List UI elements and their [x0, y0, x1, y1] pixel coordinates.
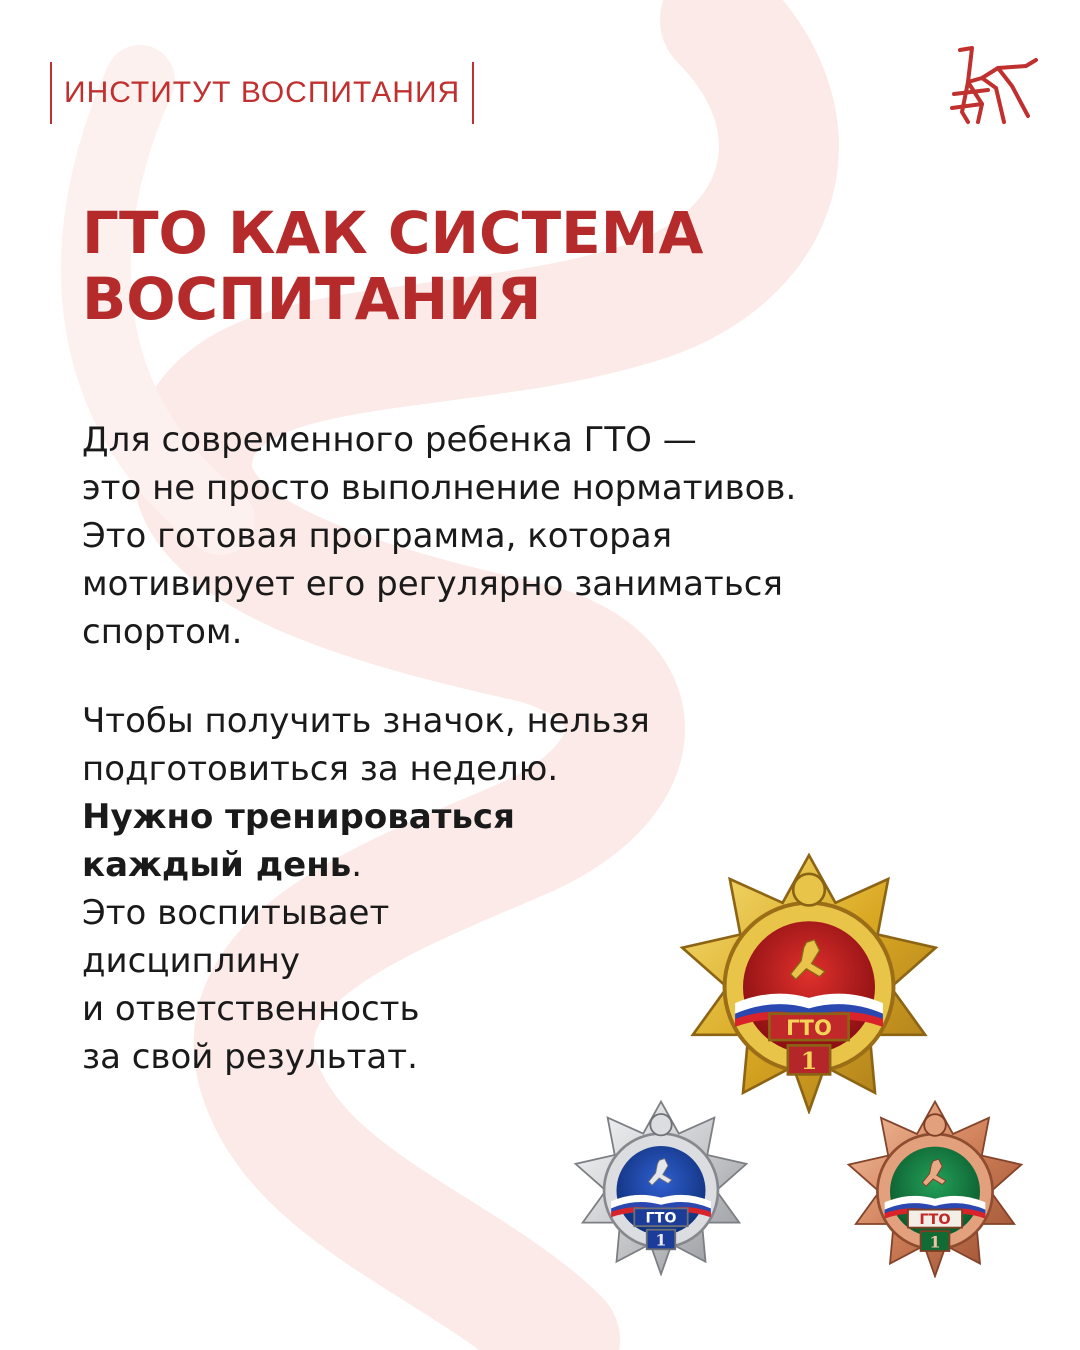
emphasis-line-with-period: [82, 841, 650, 889]
brand-label: [50, 62, 474, 124]
gto-badge-bronze: [840, 1098, 1030, 1278]
badge-label: ГТО: [919, 1212, 951, 1228]
badge-level: 1: [655, 1230, 667, 1250]
text-line: Для современного ребенка ГТО —: [82, 420, 697, 460]
gto-badge-gold: [668, 850, 950, 1114]
brand-text: ИНСТИТУТ ВОСПИТАНИЯ: [64, 76, 461, 109]
period: .: [351, 845, 363, 885]
gto-badge-silver: [568, 1098, 754, 1276]
text-line: дисциплину: [82, 941, 300, 981]
text-line: мотивирует его регулярно заниматься: [82, 564, 783, 604]
title-line-2: ВОСПИТАНИЯ: [82, 265, 542, 333]
paragraph-training: [82, 697, 650, 1081]
text-line: за свой результат.: [82, 1037, 418, 1077]
institute-logo-icon: [942, 42, 1042, 126]
badge-level: 1: [929, 1232, 941, 1252]
badge-label: ГТО: [786, 1014, 832, 1040]
text-line: Это готовая программа, которая: [82, 516, 673, 556]
text-line: подготовиться за неделю.: [82, 749, 559, 789]
text-line: и ответственность: [82, 989, 420, 1029]
paragraph-intro: [82, 416, 796, 656]
text-line: Это воспитывает: [82, 893, 390, 933]
text-line: спортом.: [82, 612, 243, 652]
emphasis-line: Нужно тренироваться: [82, 797, 515, 837]
badge-label: ГТО: [645, 1210, 677, 1227]
brand-divider-right: [472, 62, 474, 124]
text-line: Чтобы получить значок, нельзя: [82, 701, 650, 741]
title-line-1: ГТО КАК СИСТЕМА: [82, 199, 704, 267]
badge-level: 1: [800, 1047, 818, 1076]
emphasis-text: каждый день: [82, 845, 352, 885]
text-line: это не просто выполнение нормативов.: [82, 468, 797, 508]
page-title: [82, 200, 703, 332]
